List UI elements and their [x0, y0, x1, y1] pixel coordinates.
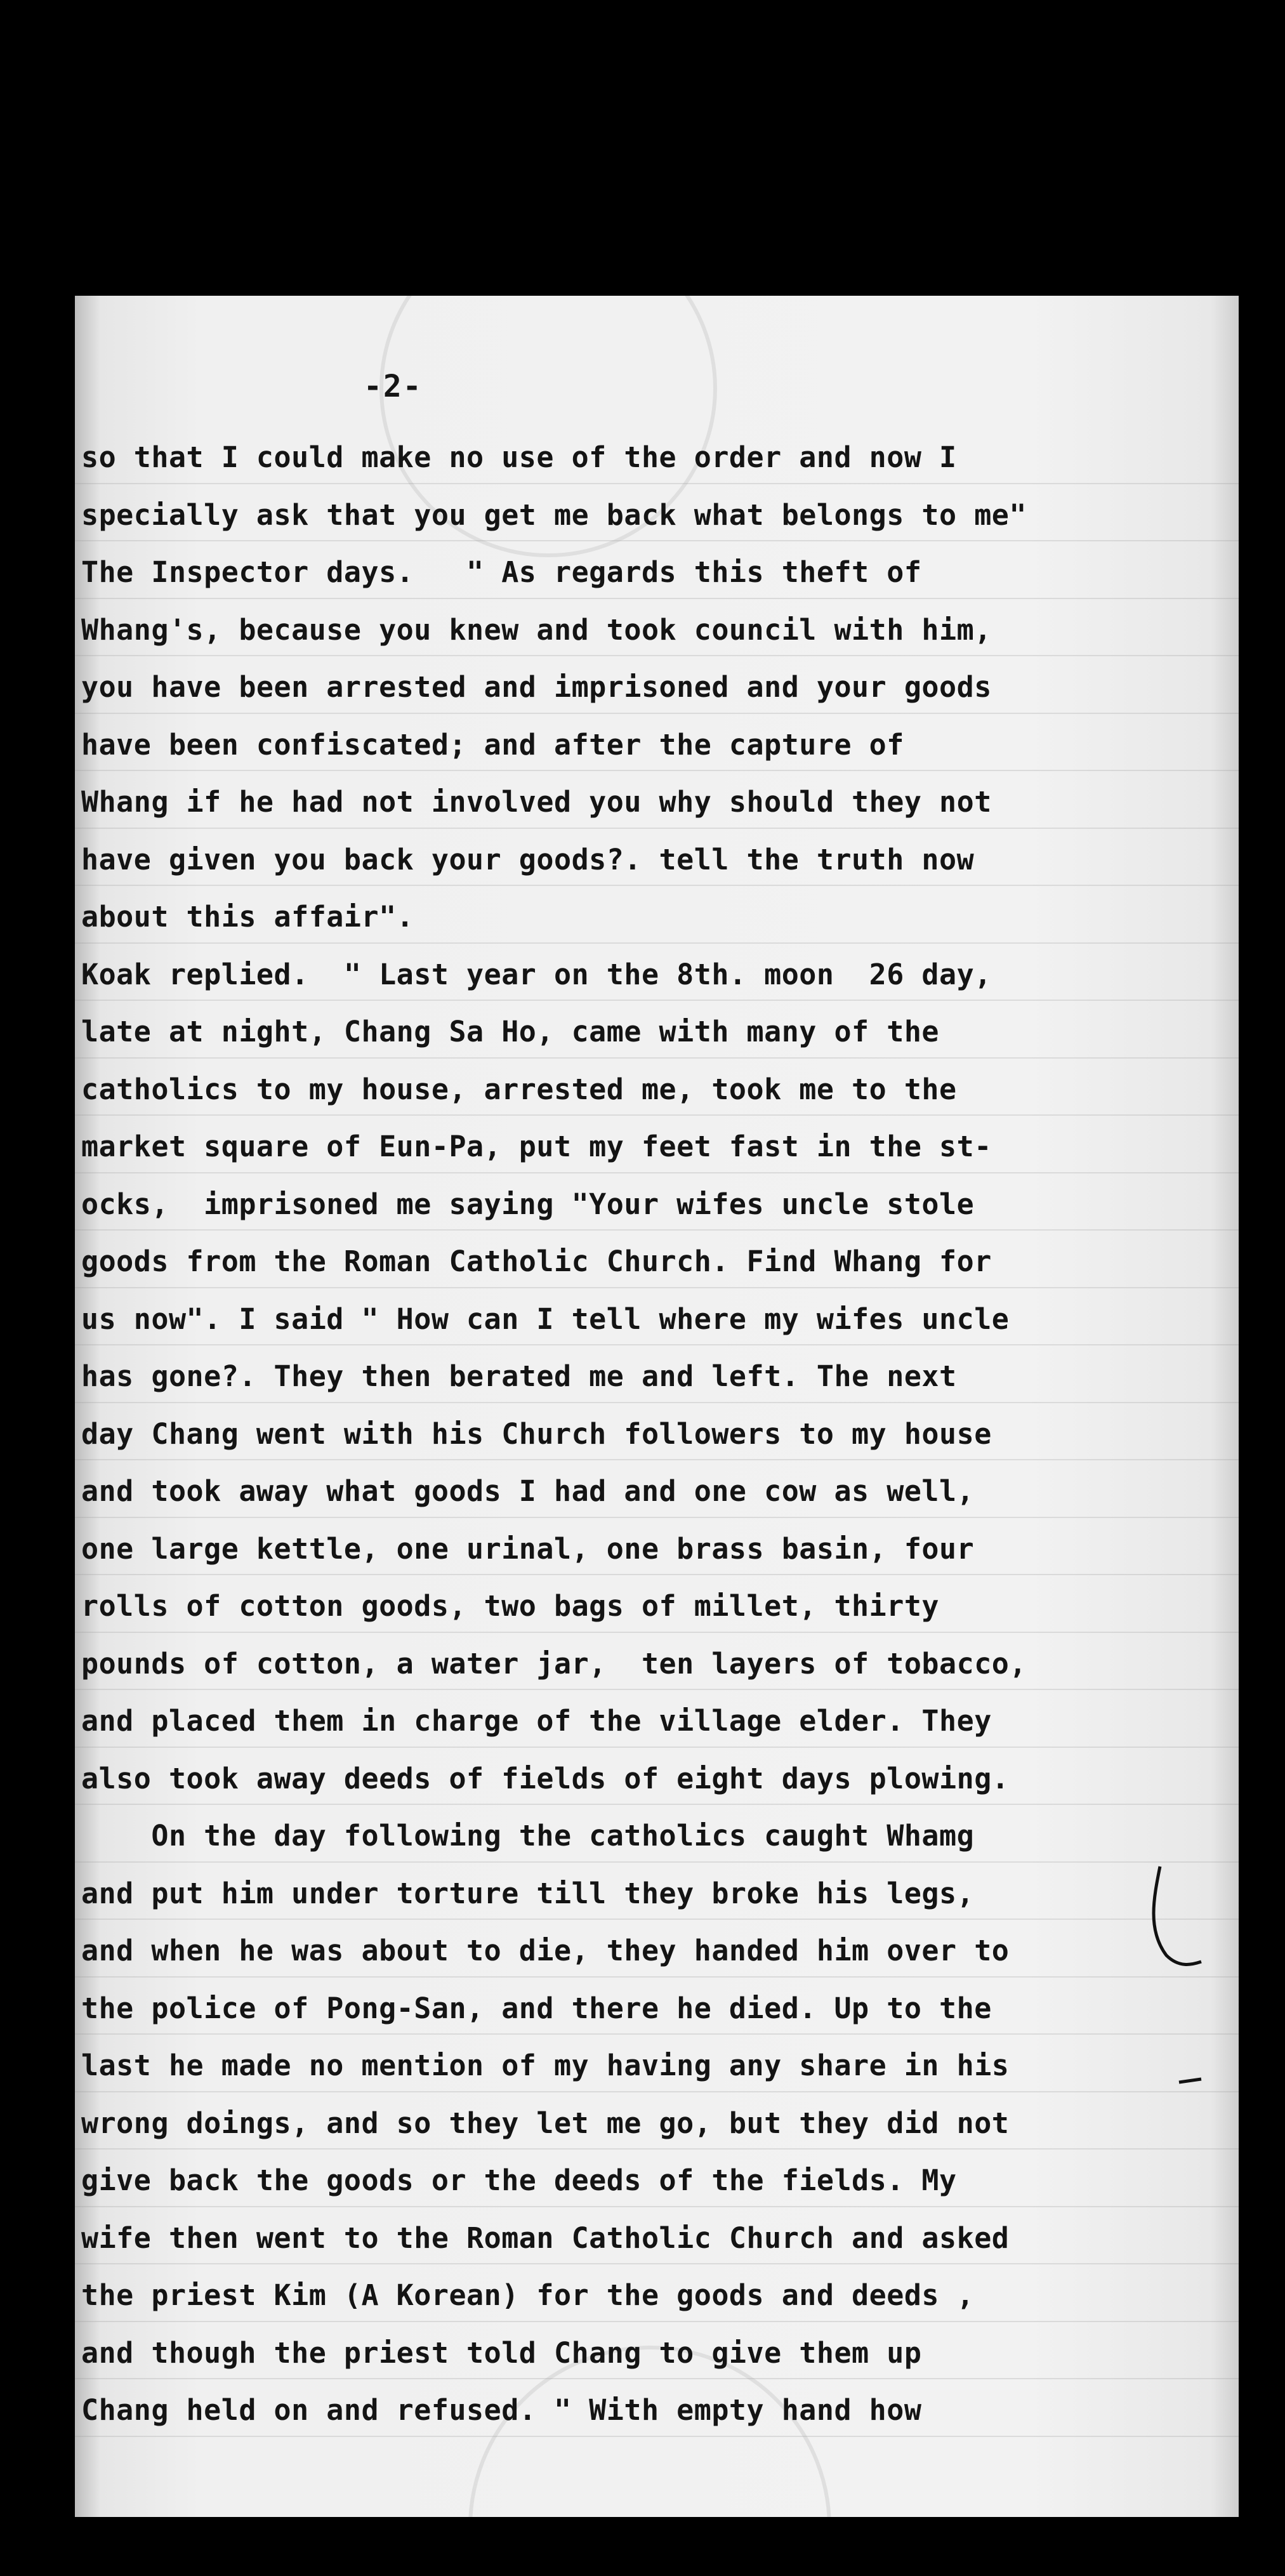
text-line: Chang held on and refused. " With empty hand how — [81, 2393, 922, 2427]
text-line: you have been arrested and imprisoned and your goods — [81, 670, 992, 704]
text-line: have been confiscated; and after the capture of — [81, 727, 904, 762]
text-line: pounds of cotton, a water jar, ten layers of tobacco, — [81, 1646, 1027, 1681]
text-line: and put him under torture till they broke his legs, — [81, 1876, 975, 1910]
text-line: have given you back your goods?. tell the truth now — [81, 842, 975, 876]
text-line: and took away what goods I had and one cow as well, — [81, 1474, 975, 1508]
document-page — [75, 296, 1239, 2517]
text-line: and when he was about to die, they handed him over to — [81, 1934, 1010, 1967]
text-line: about this affair". — [81, 900, 414, 934]
text-line: and placed them in charge of the village elder. They — [81, 1704, 992, 1738]
text-line: day Chang went with his Church followers to my house — [81, 1417, 992, 1451]
typed-text-body — [81, 429, 1223, 2440]
text-line: Koak replied. " Last year on the 8th. moon 26 day, — [81, 957, 992, 991]
text-line: and though the priest told Chang to give them up — [81, 2335, 922, 2370]
page-number: -2- — [364, 369, 423, 404]
text-line: wrong doings, and so they let me go, but they did not — [81, 2106, 1010, 2140]
text-line: the police of Pong-San, and there he died. Up to the — [81, 1991, 992, 2025]
pen-mark-icon — [1084, 1860, 1236, 2101]
text-line: late at night, Chang Sa Ho, came with many of the — [81, 1015, 940, 1048]
text-line: so that I could make no use of the order and now I — [81, 440, 957, 474]
text-line: On the day following the catholics caught Whamg — [81, 1819, 975, 1853]
text-line: last he made no mention of my having any share in his — [81, 2049, 1010, 2082]
text-line: specially ask that you get me back what belongs to me" — [81, 498, 1027, 532]
text-line: ocks, imprisoned me saying "Your wifes uncle stole — [81, 1187, 975, 1221]
text-line: goods from the Roman Catholic Church. Find Whang for — [81, 1245, 992, 1278]
text-line: wife then went to the Roman Catholic Church and asked — [81, 2221, 1010, 2255]
text-line: us now". I said " How can I tell where my wifes uncle — [81, 1302, 1010, 1336]
text-line: Whang if he had not involved you why should they not — [81, 785, 992, 819]
text-line: Whang's, because you knew and took council with him, — [81, 612, 992, 647]
text-line: catholics to my house, arrested me, took me to the — [81, 1072, 957, 1106]
text-line: one large kettle, one urinal, one brass basin, four — [81, 1531, 975, 1566]
text-line: also took away deeds of fields of eight days plowing. — [81, 1761, 1010, 1795]
text-line: rolls of cotton goods, two bags of millet, thirty — [81, 1589, 940, 1623]
text-line: has gone?. They then berated me and left. The next — [81, 1359, 957, 1393]
text-line: The Inspector days. " As regards this theft of — [81, 555, 922, 589]
text-line: the priest Kim (A Korean) for the goods and deeds , — [81, 2278, 975, 2312]
text-line: give back the goods or the deeds of the fields. My — [81, 2163, 957, 2197]
text-line: market square of Eun-Pa, put my feet fast in the st- — [81, 1130, 992, 1163]
